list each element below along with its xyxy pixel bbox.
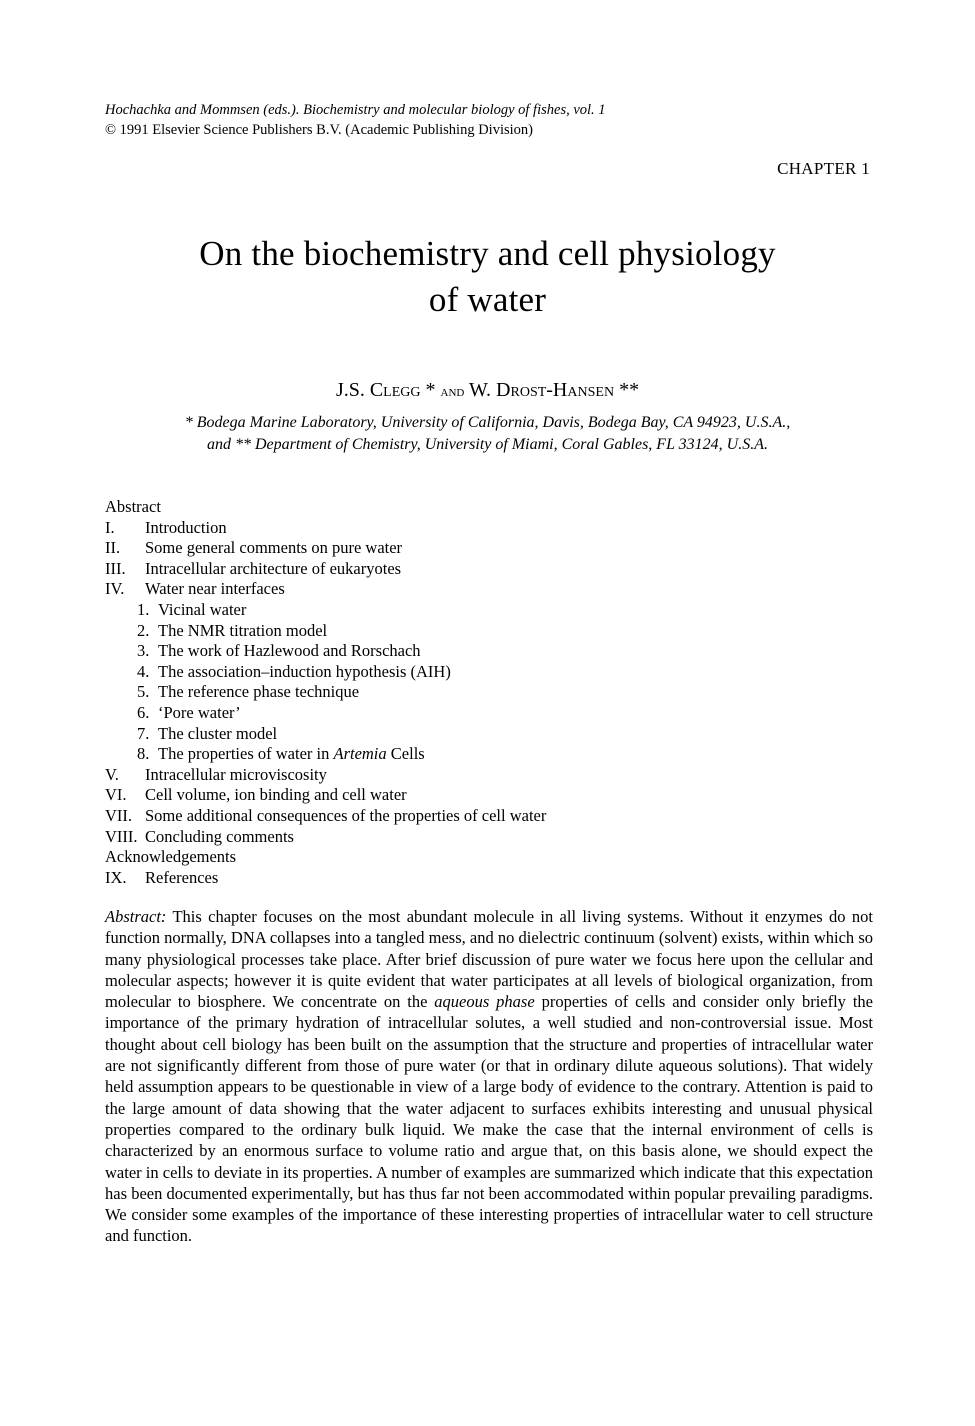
toc-entry-label: The work of Hazlewood and Rorschach — [158, 641, 421, 661]
toc-entry-number: 7. — [137, 723, 150, 743]
toc-label-italic: Artemia — [333, 744, 387, 764]
toc-entry[interactable] — [105, 641, 805, 662]
toc-entry-label: Some additional consequences of the properties of cell water — [145, 805, 547, 825]
affiliation-line-2: and ** Department of Chemistry, University of Miami, Coral Gables, FL 33124, U.S.A. — [206, 436, 768, 453]
toc-entry[interactable] — [105, 559, 805, 580]
toc-label-after: Cells — [386, 744, 425, 764]
toc-entry-label: Cell volume, ion binding and cell water — [145, 785, 407, 805]
toc-entry-label: Abstract — [105, 497, 161, 516]
chapter-label: CHAPTER 1 — [777, 159, 870, 178]
citation-line: Hochachka and Mommsen (eds.). Biochemistry and molecular biology of fishes, vol. 1 — [105, 102, 606, 118]
toc-entry[interactable] — [105, 868, 805, 889]
toc-entry[interactable] — [105, 847, 805, 868]
title-line-2: of water — [428, 280, 547, 320]
publication-header — [105, 100, 895, 140]
toc-entry-number: 4. — [137, 661, 150, 681]
toc-entry-number: V. — [105, 764, 119, 784]
toc-entry-label: The reference phase technique — [158, 682, 360, 702]
toc-entry-number: 5. — [137, 682, 150, 702]
abstract-text-part-2: properties of cells and consider only briefly the importance of the primary hydration of intracellular solutes, a well studied and non-controversial issue. Most thought about cell biology has been built on the assumption that the structure and properties of intracellular water are not significantly different from those of pure water (or that in ordinary dilute aqueous solutions). That widely held assumption appears to be questionable in view of a large body of evidence to the contrary. Attention is paid to the large amount of data showing that the water adjacent to surfaces exhibits interesting and unusual physical properties compared to the ordinary bulk liquid. We make the case that the internal environment of cells is characterized by an enormous surface to volume ratio and argue that, on this basis alone, we should expect the water in cells to deviate in its properties. A number of examples are summarized which indicate that this expectation has been documented experimentally, but has thus far not been accommodated within popular prevailing paradigms. We consider some examples of the importance of these interesting properties of intracellular water to cell structure and function. — [105, 992, 873, 1246]
title-line-1: On the biochemistry and cell physiology — [199, 234, 776, 274]
toc-entry[interactable] — [105, 827, 805, 848]
toc-entry-number: 8. — [137, 744, 150, 764]
toc-entry-number: IX. — [105, 867, 127, 887]
toc-entry-number: III. — [105, 558, 126, 578]
toc-entry[interactable] — [105, 806, 805, 827]
toc-entry-number: IV. — [105, 579, 125, 599]
toc-entry-number: 1. — [137, 599, 150, 619]
toc-entry-number: VI. — [105, 785, 127, 805]
toc-entry-label: Some general comments on pure water — [145, 538, 403, 558]
author-1-surname: Clegg — [369, 379, 421, 401]
toc-entry-label: Intracellular architecture of eukaryotes — [145, 558, 402, 578]
toc-entry-label: References — [145, 867, 219, 887]
toc-entry-label: Water near interfaces — [145, 579, 285, 599]
toc-entry[interactable] — [105, 579, 805, 600]
toc-entry-number: 2. — [137, 620, 150, 640]
toc-entry-label: Intracellular microviscosity — [145, 764, 327, 784]
author-list — [105, 377, 870, 405]
toc-label-before: The properties of water in — [158, 744, 334, 764]
toc-entry[interactable] — [105, 538, 805, 559]
toc-entry-number: I. — [105, 517, 115, 537]
toc-entry[interactable] — [105, 682, 805, 703]
abstract-label: Abstract: — [105, 907, 167, 926]
toc-entry[interactable] — [105, 703, 805, 724]
author-1-initials: J.S. — [335, 379, 370, 401]
author-2-surname: Drost-Hansen — [496, 379, 615, 401]
toc-entry-label — [158, 744, 805, 765]
toc-entry-label: Acknowledgements — [105, 847, 237, 867]
toc-entry-number: 6. — [137, 702, 150, 722]
toc-entry-label: The NMR titration model — [158, 620, 328, 640]
page-title — [105, 231, 870, 323]
affiliation-line-1: * Bodega Marine Laboratory, University of California, Davis, Bodega Bay, CA 94923, U.S.A., — [184, 414, 791, 431]
toc-entry[interactable] — [105, 744, 805, 765]
copyright-line: © 1991 Elsevier Science Publishers B.V. (Academic Publishing Division) — [105, 122, 533, 138]
author-conjunction: and — [440, 384, 465, 400]
toc-entry[interactable] — [105, 600, 805, 621]
toc-entry-label: Concluding comments — [145, 826, 294, 846]
toc-entry[interactable] — [105, 662, 805, 683]
abstract-italic-phrase: aqueous phase — [434, 992, 535, 1012]
affiliations — [105, 412, 870, 456]
toc-entry[interactable] — [105, 724, 805, 745]
abstract-paragraph — [105, 906, 873, 1247]
author-1-marker: * — [420, 379, 441, 401]
toc-entry-label: The association–induction hypothesis (AIH) — [158, 661, 451, 681]
toc-entry-number: VII. — [105, 805, 133, 825]
toc-entry[interactable] — [105, 621, 805, 642]
toc-entry[interactable] — [105, 497, 805, 518]
toc-entry[interactable] — [105, 518, 805, 539]
author-2-marker: ** — [614, 379, 640, 401]
toc-entry-number: II. — [105, 538, 121, 558]
toc-entry-label: Introduction — [145, 517, 227, 537]
toc-entry-label: ‘Pore water’ — [158, 702, 241, 722]
toc-entry-number: VIII. — [105, 826, 138, 846]
abstract-text-part-1: This chapter focuses on the most abundant molecule in all living systems. Without it enzymes do not function normally, DNA collapses into a tangled mess, and no dielectric continuum (solvent) exists, within which so many physiological processes take place. After brief discussion of pure water we focus here upon the cellular and molecular aspects; however it is quite evident that water participates at all levels of biological organization, from molecular to biosphere. We concentrate on the — [105, 907, 873, 1012]
toc-entry[interactable] — [105, 765, 805, 786]
toc-entry[interactable] — [105, 785, 805, 806]
toc-entry-label: Vicinal water — [158, 599, 247, 619]
author-2-initials: W. — [464, 379, 497, 401]
toc-entry-number: 3. — [137, 641, 150, 661]
table-of-contents — [105, 497, 805, 888]
toc-entry-label: The cluster model — [158, 723, 278, 743]
